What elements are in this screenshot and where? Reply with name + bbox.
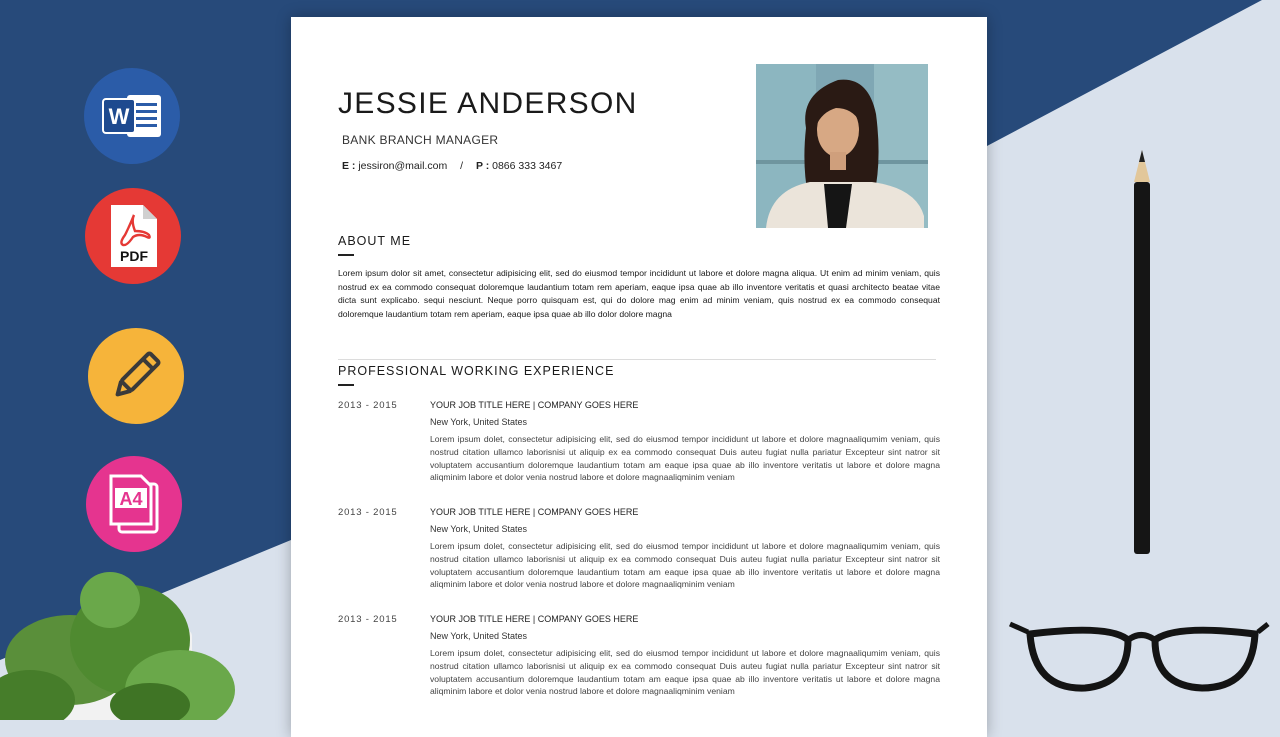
edit-badge[interactable] bbox=[88, 328, 184, 424]
email-label: E : bbox=[342, 160, 356, 172]
a4-icon bbox=[105, 472, 163, 536]
word-icon bbox=[99, 91, 165, 141]
job-location: New York, United States bbox=[430, 524, 528, 534]
resume-sheet bbox=[291, 17, 987, 737]
phone-value: 0866 333 3467 bbox=[492, 160, 563, 172]
email-value: jessiron@mail.com bbox=[358, 160, 448, 172]
about-text: Lorem ipsum dolor sit amet, consectetur adipisicing elit, sed do eiusmod tempor incididunt ut labore et dolore magna aliqua. Ut enim ad minim veniam, quis nostrud ex ea commodo consequat doloremque laudantium totam rem aperiam, eaque ipsa quae ab illo inventore veritatis et quasi architecto beatae vitae dicta sunt explicabo. sequi nesciunt. Neque porro quisquam est, qui do dolore mag enim ad minim veniam, quis nostrud ex ea commodo consequat doloremque laudantium totam rem aperiam, eaque ipsa quae ab illo dolor dolore magna bbox=[338, 268, 940, 319]
job-location: New York, United States bbox=[430, 631, 528, 641]
job-dates: 2013 - 2015 bbox=[338, 507, 398, 518]
job-description: Lorem ipsum dolet, consectetur adipisicing elit, sed do eiusmod tempor incididunt ut labore et dolore magnaaliqumim veniam, quis nostrud citation ullamco laborisnisi ut aliquip ex ea commodo consequat Duis auteu fugiat nulla pariatur Excepteur sint natror sit voluptatem accusantium doloremque laudantium totam am eaque ipsa quae ab illo inventore veritatis ut labore et dolore magna aliqminim labore et dolor venia nostrud labore et dolore magnaaliqminim veniam bbox=[430, 648, 940, 697]
pencil-icon bbox=[108, 348, 164, 404]
job-location: New York, United States bbox=[430, 417, 528, 427]
about-section-title: ABOUT ME bbox=[338, 234, 412, 248]
job-dates: 2013 - 2015 bbox=[338, 400, 398, 411]
candidate-name: JESSIE ANDERSON bbox=[338, 87, 638, 120]
a4-label: A4 bbox=[119, 489, 143, 509]
job-title-company: YOUR JOB TITLE HERE | COMPANY GOES HERE bbox=[430, 507, 639, 517]
pdf-label: PDF bbox=[120, 248, 148, 264]
job-title-company: YOUR JOB TITLE HERE | COMPANY GOES HERE bbox=[430, 614, 639, 624]
job-description: Lorem ipsum dolet, consectetur adipisicing elit, sed do eiusmod tempor incididunt ut labore et dolore magnaaliqumim veniam, quis nostrud citation ullamco laborisnisi ut aliquip ex ea commodo consequat Duis auteu fugiat nulla pariatur Excepteur sint natror sit voluptatem accusantium doloremque laudantium totam am eaque ipsa quae ab illo inventore veritatis ut labore et dolore magna aliqminim labore et dolor venia nostrud labore et dolore magnaaliqminim veniam bbox=[430, 541, 940, 590]
contact-separator: / bbox=[460, 160, 464, 172]
job-dates: 2013 - 2015 bbox=[338, 614, 398, 625]
word-letter: W bbox=[108, 104, 130, 129]
profile-photo bbox=[756, 64, 928, 228]
experience-section-title: PROFESSIONAL WORKING EXPERIENCE bbox=[338, 364, 615, 378]
section-divider bbox=[338, 359, 936, 360]
contact-line bbox=[342, 160, 562, 172]
pdf-format-badge[interactable] bbox=[85, 188, 181, 284]
pencil-prop bbox=[1134, 150, 1150, 554]
job-role: BANK BRANCH MANAGER bbox=[342, 133, 499, 147]
job-title-company: YOUR JOB TITLE HERE | COMPANY GOES HERE bbox=[430, 400, 639, 410]
pdf-icon bbox=[105, 203, 161, 269]
job-description: Lorem ipsum dolet, consectetur adipisicing elit, sed do eiusmod tempor incididunt ut labore et dolore magnaaliqumim veniam, quis nostrud citation ullamco laborisnisi ut aliquip ex ea commodo consequat Duis auteu fugiat nulla pariatur Excepteur sint natror sit voluptatem accusantium doloremque laudantium totam am eaque ipsa quae ab illo inventore veritatis ut labore et dolore magna aliqminim labore et dolor venia nostrud labore et dolore magnaaliqminim veniam bbox=[430, 434, 940, 483]
phone-label: P : bbox=[475, 160, 490, 172]
a4-format-badge[interactable] bbox=[86, 456, 182, 552]
word-format-badge[interactable] bbox=[84, 68, 180, 164]
